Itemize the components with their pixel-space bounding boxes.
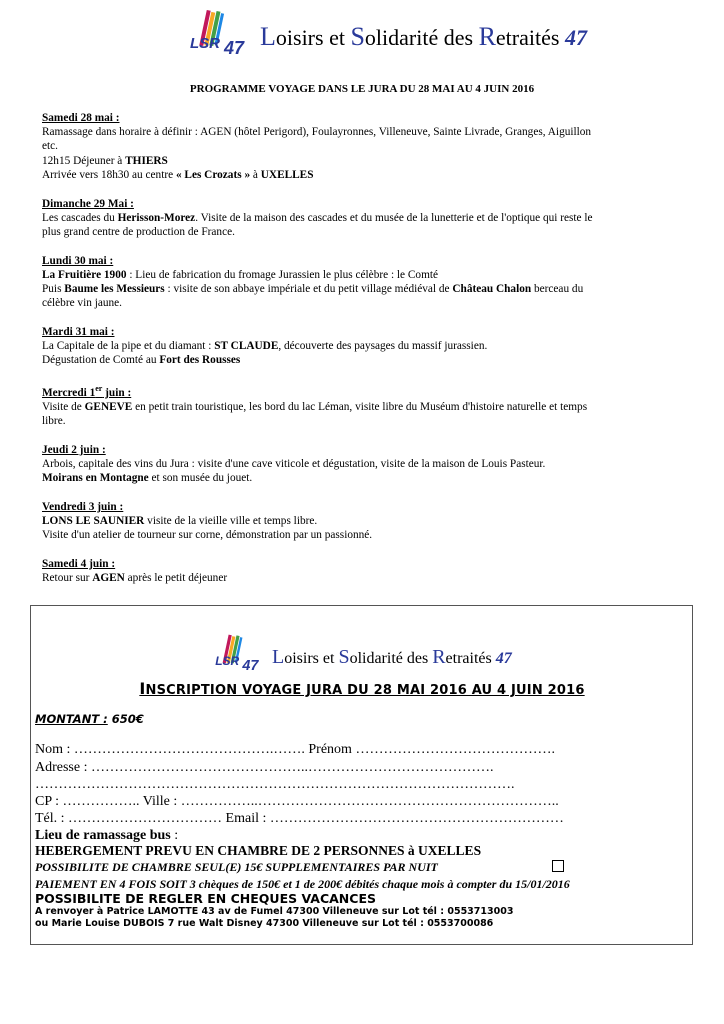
day-text: etc. <box>42 140 58 153</box>
montant-label: MONTANT : <box>35 712 108 726</box>
place: La Fruitière 1900 <box>42 268 127 281</box>
logo-text <box>260 22 587 52</box>
text: La Capitale de la pipe et du diamant : <box>42 340 215 353</box>
place: ST CLAUDE <box>214 340 279 353</box>
text: berceau du <box>531 283 584 296</box>
logo-abbr: LSR <box>190 35 220 52</box>
day-8 <box>42 557 642 585</box>
place: Baume les Messieurs <box>64 283 165 296</box>
day-6 <box>42 443 642 486</box>
day-text <box>42 339 642 353</box>
logo-word-1: oisirs et <box>275 25 351 50</box>
place: LONS LE SAUNIER <box>42 515 145 528</box>
adresse-line-2[interactable]: …………………………………………………………………………………………. <box>35 777 515 792</box>
day-text: Ramassage dans horaire à définir : AGEN (hôtel Perigord), Foulayronnes, Villeneuve, Sainte Livrade, Granges, Aiguillon <box>42 126 592 139</box>
day-7 <box>42 500 642 543</box>
day-5 <box>42 382 642 428</box>
text: . Visite de la maison des cascades et du musée de la lunetterie et de l'optique qui reste le <box>195 211 593 224</box>
day-title <box>42 382 642 400</box>
logo-number: 47 <box>242 657 259 674</box>
text: après le petit déjeuner <box>124 572 228 585</box>
logo-num-suffix: 47 <box>564 25 587 50</box>
title-initial: I <box>139 679 146 698</box>
text: Dégustation de Comté au <box>42 354 160 367</box>
day-text <box>42 471 642 485</box>
day-title: Jeudi 2 juin : <box>42 443 106 456</box>
chambre-seul-text: POSSIBILITE DE CHAMBRE SEUL(E) 15€ SUPPLEMENTAIRES PAR NUIT <box>35 860 438 874</box>
logo-word-1: oisirs et <box>284 650 339 667</box>
montant-value: 650€ <box>107 712 144 726</box>
tel-email-field[interactable]: Tél. : …………………………… Email : ……………………………………………………… <box>35 811 564 826</box>
day-2 <box>42 197 642 240</box>
day-1 <box>42 111 642 182</box>
day-text: libre. <box>42 415 66 428</box>
renvoyer-line-2: ou Marie Louise DUBOIS 7 rue Walt Disney 47300 Villeneuve sur Lot tél : 0553700086 <box>35 918 494 929</box>
place: Fort des Rousses <box>159 354 241 367</box>
place: THIERS <box>125 154 168 167</box>
day-text: Visite d'un atelier de tourneur sur corne, démonstration par un passionné. <box>42 529 373 542</box>
superscript: er <box>95 384 103 394</box>
lsr-logo-icon <box>186 8 256 58</box>
text: 12h15 Déjeuner à <box>42 154 126 167</box>
text: Retour sur <box>42 572 93 585</box>
day-text: plus grand centre de production de France. <box>42 225 235 238</box>
text: : Lieu de fabrication du fromage Jurassien le plus célèbre : le Comté <box>126 268 439 281</box>
nom-field[interactable]: Nom : …………………………………….……. Prénom ……………………………………. <box>35 742 555 757</box>
day-3 <box>42 254 642 311</box>
logo-text <box>272 646 512 669</box>
logo-cap-s: S <box>338 646 350 668</box>
ramassage-label: Lieu de ramassage bus <box>35 828 171 843</box>
cheques-vacances-text: POSSIBILITE DE REGLER EN CHEQUES VACANCES <box>35 891 376 906</box>
day-text <box>42 154 642 168</box>
logo-num-suffix: 47 <box>495 650 512 667</box>
day-title: Samedi 28 mai : <box>42 112 120 124</box>
day-title: Lundi 30 mai : <box>42 254 114 267</box>
chambre-seul-checkbox[interactable] <box>552 860 564 872</box>
day-text: célèbre vin jaune. <box>42 297 122 310</box>
day-text <box>42 282 642 296</box>
logo-word-3: etraités <box>495 25 565 50</box>
text: en petit train touristique, les bord du lac Léman, visite libre du Muséum d'histoire naturelle et temps <box>132 401 588 414</box>
logo-cap-s: S <box>350 22 365 51</box>
cp-ville-field[interactable]: CP : …………….. Ville : ……………..……………………………………………………….. <box>35 794 559 809</box>
text: visite de la vieille ville et temps libre. <box>144 515 318 528</box>
day-text <box>42 168 642 182</box>
day-title: Samedi 4 juin : <box>42 558 116 571</box>
day-text <box>42 571 642 585</box>
place: Herisson-Morez <box>117 211 196 224</box>
text: : visite de son abbaye impériale et du petit village médiéval de <box>164 283 453 296</box>
day-text <box>42 514 642 528</box>
logo-number: 47 <box>224 38 245 58</box>
text: Visite de <box>42 401 85 414</box>
day-title: Mardi 31 mai : <box>42 325 115 338</box>
day-text: Arbois, capitale des vins du Jura : visite d'une cave viticole et dégustation, visite de la maison de Louis Pasteur. <box>42 458 546 471</box>
form-logo <box>212 632 512 674</box>
day-title: Vendredi 3 juin : <box>42 501 124 514</box>
day-text <box>42 353 642 367</box>
logo-word-2: olidarité des <box>349 650 433 667</box>
day-text <box>42 400 642 414</box>
hebergement-text: HEBERGEMENT PREVU EN CHAMBRE DE 2 PERSONNES à UXELLES <box>35 843 482 858</box>
place: Château Chalon <box>452 283 532 296</box>
text: juin : <box>102 386 132 399</box>
adresse-field[interactable]: Adresse : ………………………………………..…………………………………. <box>35 760 494 775</box>
text: et son musée du jouet. <box>148 472 253 485</box>
montant <box>35 712 144 726</box>
logo-word-2: olidarité des <box>364 25 479 50</box>
logo-word-3: etraités <box>445 650 496 667</box>
day-text <box>42 268 642 282</box>
day-text <box>42 211 642 225</box>
logo-cap-r: R <box>432 646 446 668</box>
lsr-logo-icon <box>212 632 268 674</box>
day-4 <box>42 325 642 368</box>
text: Puis <box>42 283 65 296</box>
place: « Les Crozats » <box>175 168 251 181</box>
page-title: PROGRAMME VOYAGE DANS LE JURA DU 28 MAI AU 4 JUIN 2016 <box>189 83 535 95</box>
text: Les cascades du <box>42 211 118 224</box>
logo-cap-l: L <box>272 646 285 668</box>
place: GENEVE <box>84 401 133 414</box>
program <box>42 111 642 600</box>
logo-cap-l: L <box>260 22 276 51</box>
logo-abbr: LSR <box>215 654 240 668</box>
text: Arrivée vers 18h30 au centre <box>42 168 176 181</box>
text: Mercredi 1 <box>42 386 96 399</box>
header-logo <box>186 8 587 58</box>
place: UXELLES <box>260 168 314 181</box>
place: Moirans en Montagne <box>42 472 149 485</box>
colon: : <box>170 828 179 843</box>
renvoyer-line-1: A renvoyer à Patrice LAMOTTE 43 av de Fumel 47300 Villeneuve sur Lot tél : 0553713003 <box>35 906 514 917</box>
ramassage-field[interactable] <box>35 828 178 844</box>
text: à <box>250 168 261 181</box>
inscription-title <box>0 679 724 698</box>
title-rest: NSCRIPTION VOYAGE JURA DU 28 MAI 2016 AU 4 JUIN 2016 <box>145 683 585 698</box>
place: AGEN <box>92 572 125 585</box>
text: , découverte des paysages du massif jurassien. <box>278 340 488 353</box>
paiement-text: PAIEMENT EN 4 FOIS SOIT 3 chèques de 150€ et 1 de 200€ débités chaque mois à compter du 15/01/2016 <box>35 877 570 891</box>
logo-cap-r: R <box>478 22 496 51</box>
day-title: Dimanche 29 Mai : <box>42 197 134 210</box>
